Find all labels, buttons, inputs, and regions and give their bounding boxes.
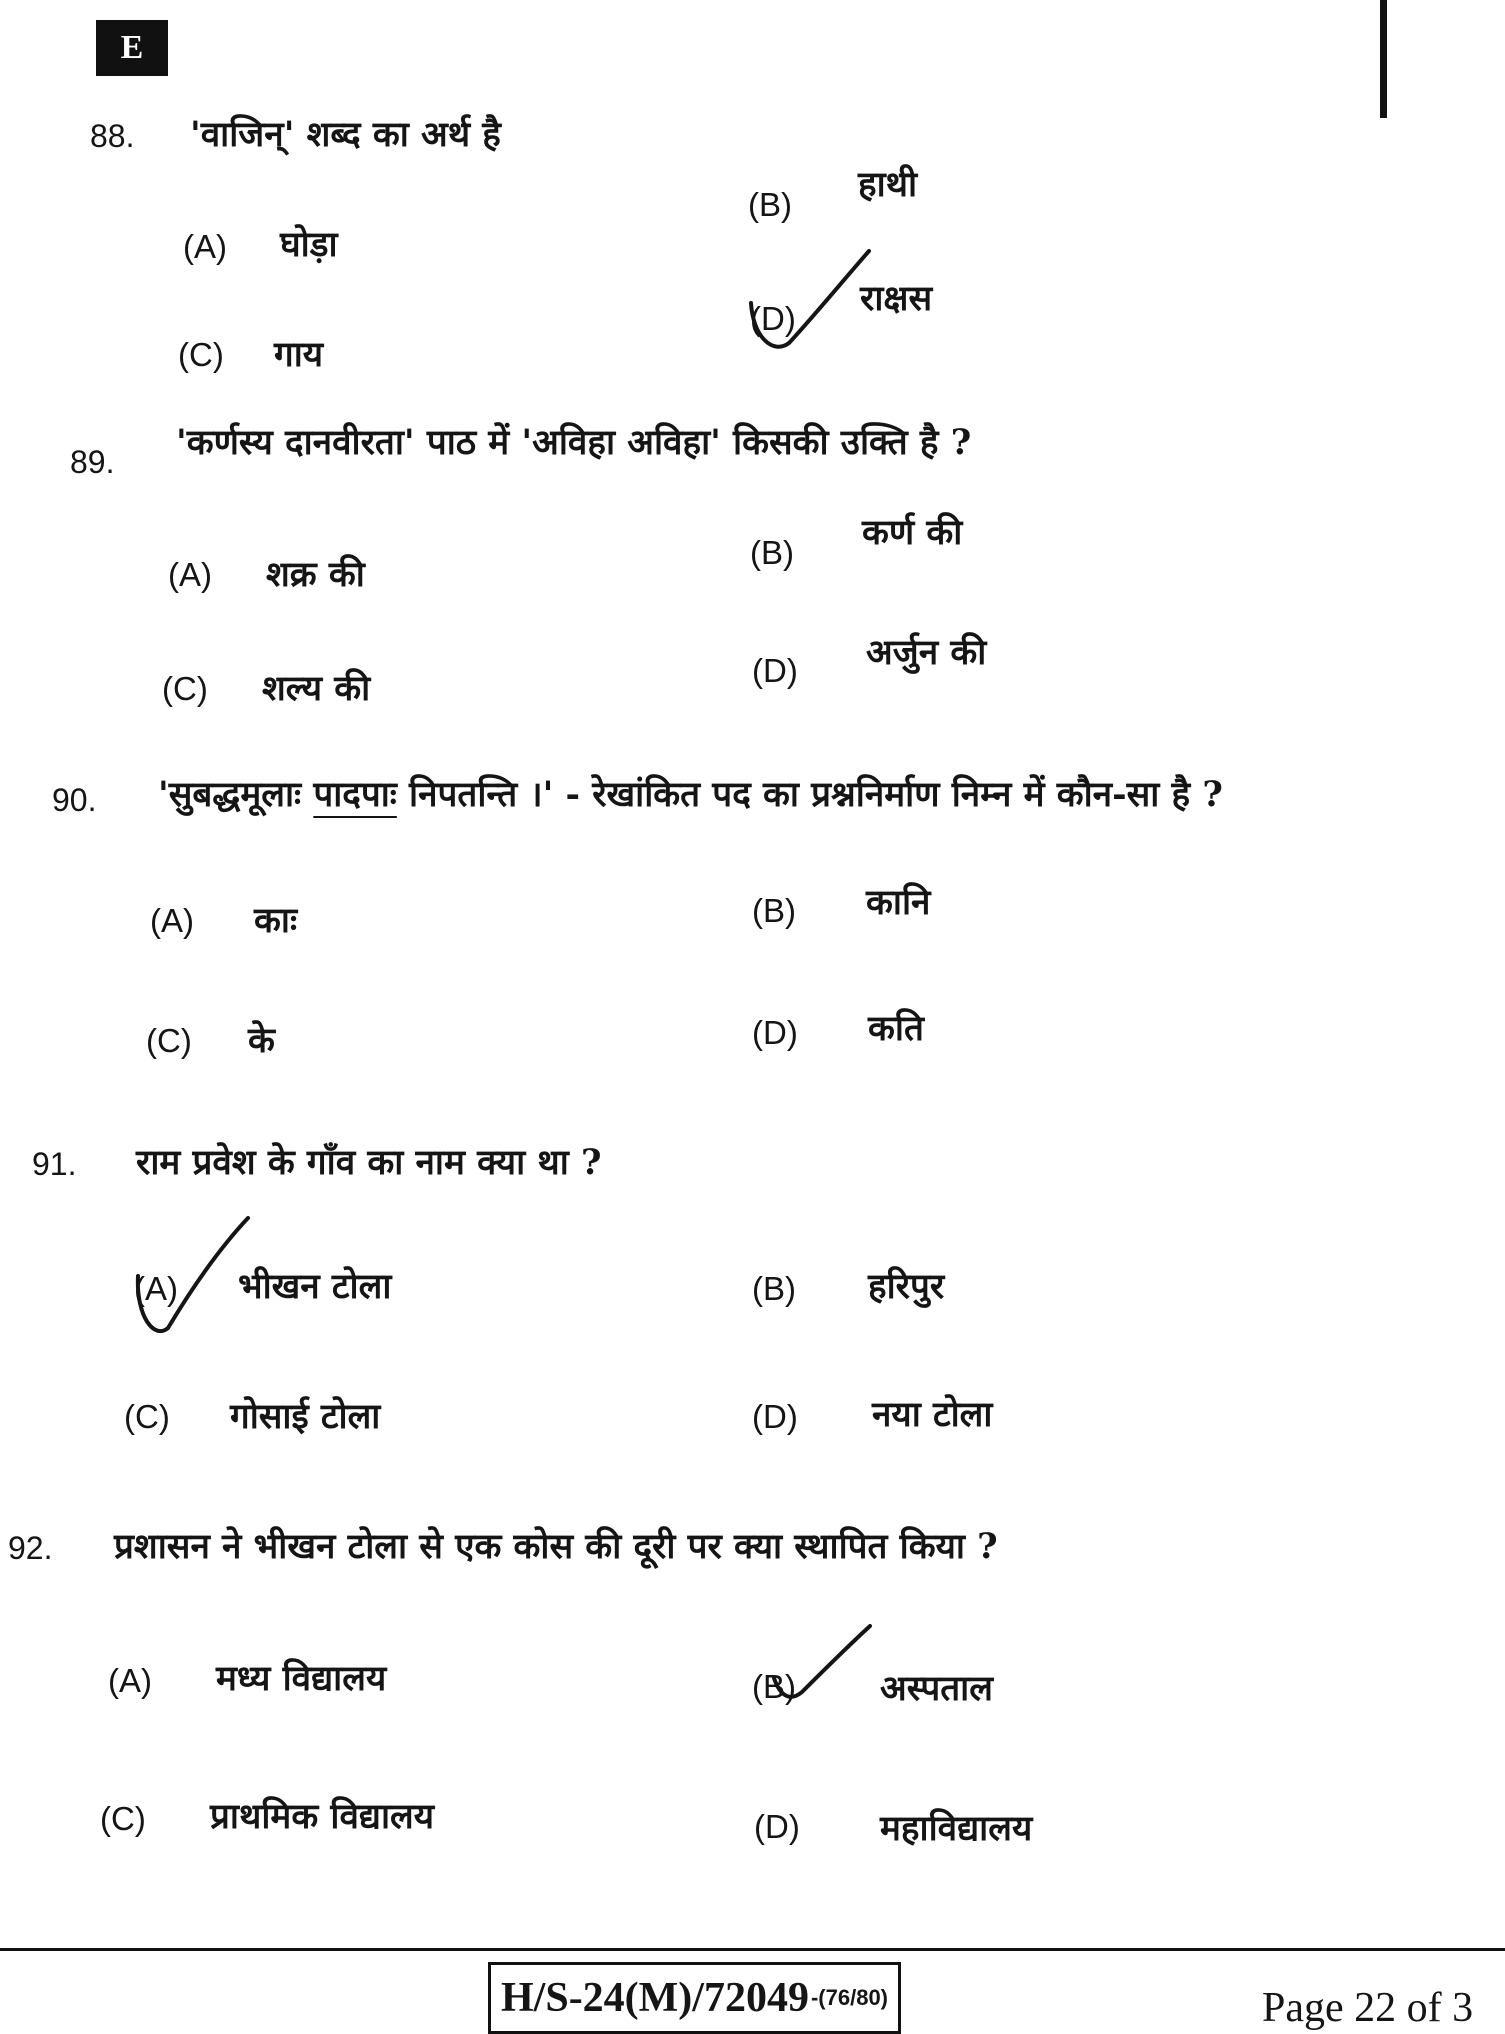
option-label: (A)	[108, 1662, 152, 1699]
option-text: कर्ण की	[862, 512, 963, 553]
option-text: महाविद्यालय	[880, 1808, 1033, 1849]
option-label: (C)	[124, 1398, 170, 1435]
question-text	[158, 770, 1223, 817]
underlined-word: पादपाः	[313, 774, 397, 815]
option-label: (C)	[178, 336, 224, 373]
footer-rule	[0, 1948, 1505, 1951]
option-text: हरिपुर	[868, 1266, 945, 1307]
set-badge	[96, 20, 168, 76]
option-label: (D)	[752, 1014, 798, 1051]
option-label: (B)	[750, 534, 794, 571]
option-text: नया टोला	[872, 1394, 993, 1435]
paper-code-box	[488, 1962, 901, 2034]
question-number: 91.	[32, 1146, 77, 1182]
page-number: Page 22 of 3	[1262, 1985, 1474, 2031]
checkmark-icon	[745, 245, 875, 360]
question-number: 89.	[70, 444, 115, 480]
option-label: (D)	[752, 1398, 798, 1435]
option-text: कानि	[866, 882, 931, 923]
question-text: प्रशासन ने भीखन टोला से एक कोस की दूरी पर क्या स्थापित किया ?	[114, 1526, 998, 1567]
paper-code: H/S-24(M)/72049	[501, 1975, 809, 2021]
question-text: 'वाजिन्' शब्द का अर्थ है	[190, 114, 501, 155]
option-label: (D)	[750, 300, 796, 337]
option-text: गोसाई टोला	[230, 1396, 381, 1437]
checkmark-icon	[770, 1622, 874, 1704]
option-text: कति	[868, 1008, 924, 1049]
option-text: अस्पताल	[880, 1668, 993, 1709]
option-text: काः	[254, 900, 298, 941]
edge-mark	[1380, 0, 1387, 118]
question-number: 88.	[90, 118, 135, 154]
option-text: शक्र की	[266, 554, 365, 595]
question-text: 'कर्णस्य दानवीरता' पाठ में 'अविहा अविहा' किसकी उक्ति है ?	[176, 422, 972, 463]
option-label: (C)	[162, 670, 208, 707]
option-label: (B)	[752, 1668, 796, 1705]
option-text: के	[248, 1020, 275, 1061]
option-label: (B)	[752, 892, 796, 929]
option-text: मध्य विद्यालय	[216, 1658, 387, 1699]
option-text: प्राथमिक विद्यालय	[210, 1796, 435, 1837]
option-label: (A)	[168, 556, 212, 593]
option-text: राक्षस	[860, 278, 933, 319]
option-label: (C)	[146, 1022, 192, 1059]
option-label: (D)	[754, 1808, 800, 1845]
option-label: (A)	[150, 902, 194, 939]
option-label: (A)	[134, 1270, 178, 1307]
question-number: 90.	[52, 782, 97, 818]
option-label: (C)	[100, 1800, 146, 1837]
question-number: 92.	[8, 1530, 53, 1566]
question-text: राम प्रवेश के गाँव का नाम क्या था ?	[136, 1142, 602, 1183]
option-text: गाय	[274, 334, 324, 375]
option-label: (D)	[752, 652, 798, 689]
option-label: (A)	[183, 228, 227, 265]
question-text-part: 'सुबद्धमूलाः	[158, 774, 314, 815]
option-text: भीखन टोला	[238, 1266, 392, 1307]
option-text: हाथी	[858, 164, 918, 205]
option-text: अर्जुन की	[866, 632, 987, 673]
option-label: (B)	[748, 186, 792, 223]
option-label: (B)	[752, 1270, 796, 1307]
set-letter: E	[120, 29, 144, 66]
option-text: घोड़ा	[280, 224, 338, 265]
checkmark-icon	[128, 1212, 254, 1342]
paper-code-suffix: -(76/80)	[810, 1985, 889, 2010]
option-text: शल्य की	[262, 668, 371, 709]
question-text-part: निपतन्ति ।' - रेखांकित पद का प्रश्ननिर्माण निम्न में कौन-सा है ?	[396, 774, 1223, 815]
